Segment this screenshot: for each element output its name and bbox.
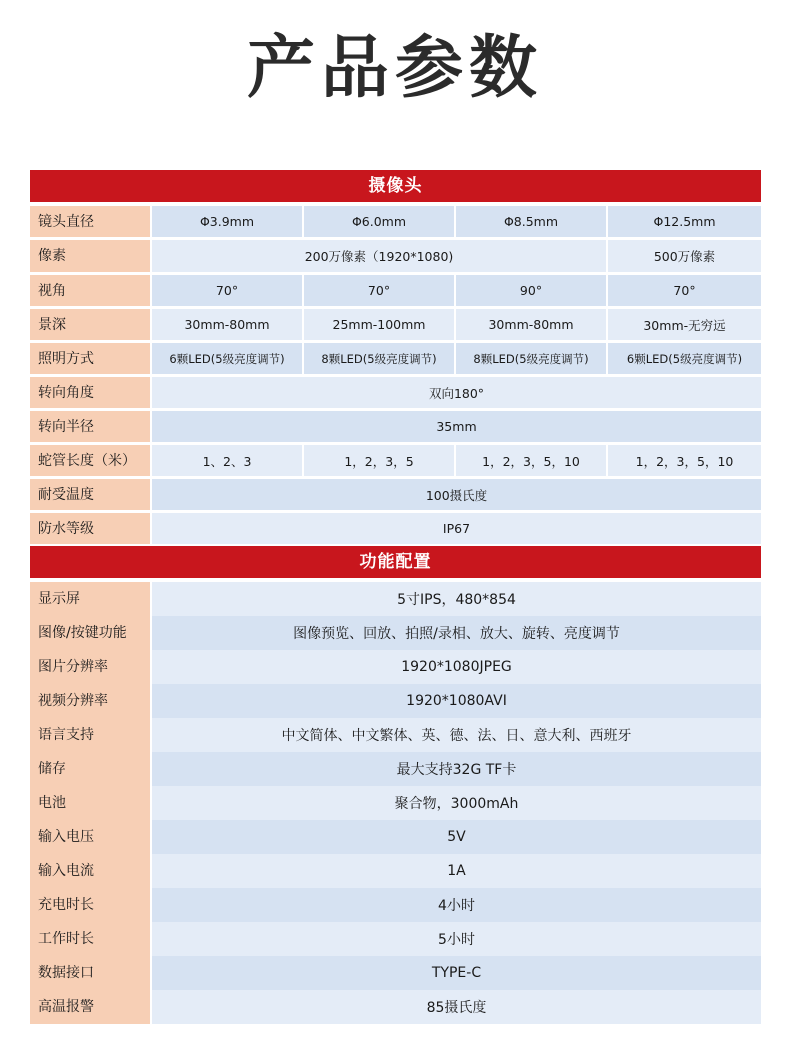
spec-cell: 200万像素（1920*1080) bbox=[152, 240, 606, 272]
row-label: 防水等级 bbox=[30, 513, 150, 544]
spec-cell: 30mm-无穷远 bbox=[608, 309, 761, 340]
row-label: 图片分辨率 bbox=[30, 650, 150, 684]
feature-value: 最大支持32G TF卡 bbox=[152, 752, 761, 786]
row-label: 工作时长 bbox=[30, 922, 150, 956]
feature-value: 85摄氏度 bbox=[152, 990, 761, 1024]
spec-row-temperature bbox=[30, 479, 761, 510]
feature-row bbox=[30, 922, 761, 956]
spec-row-lens-diameter bbox=[30, 206, 761, 237]
spec-row-pixels bbox=[30, 240, 761, 272]
spec-cell: 双向180° bbox=[152, 377, 761, 408]
feature-row bbox=[30, 820, 761, 854]
spec-cell: 70° bbox=[152, 275, 302, 306]
feature-row bbox=[30, 956, 761, 990]
spec-cell: 1、2、3 bbox=[152, 445, 302, 476]
spec-cell: 70° bbox=[304, 275, 454, 306]
spec-cell: 30mm-80mm bbox=[152, 309, 302, 340]
spec-cell: 1，2，3，5，10 bbox=[608, 445, 761, 476]
row-label: 输入电压 bbox=[30, 820, 150, 854]
row-label: 电池 bbox=[30, 786, 150, 820]
feature-row bbox=[30, 582, 761, 616]
feature-row bbox=[30, 786, 761, 820]
feature-row bbox=[30, 752, 761, 786]
spec-row-view-angle bbox=[30, 275, 761, 306]
feature-row bbox=[30, 854, 761, 888]
row-label: 转向半径 bbox=[30, 411, 150, 442]
feature-value: 5寸IPS，480*854 bbox=[152, 582, 761, 616]
row-label: 视频分辨率 bbox=[30, 684, 150, 718]
spec-row-lighting bbox=[30, 343, 761, 374]
row-label: 图像/按键功能 bbox=[30, 616, 150, 650]
spec-cell: 1，2，3，5，10 bbox=[456, 445, 606, 476]
row-label: 蛇管长度（米） bbox=[30, 445, 150, 476]
row-label: 输入电流 bbox=[30, 854, 150, 888]
spec-cell: 25mm-100mm bbox=[304, 309, 454, 340]
row-label: 镜头直径 bbox=[30, 206, 150, 237]
spec-cell: 30mm-80mm bbox=[456, 309, 606, 340]
feature-value: 1920*1080JPEG bbox=[152, 650, 761, 684]
spec-cell: Φ3.9mm bbox=[152, 206, 302, 237]
feature-row bbox=[30, 650, 761, 684]
spec-cell: 1，2，3，5 bbox=[304, 445, 454, 476]
feature-row bbox=[30, 616, 761, 650]
spec-cell: 35mm bbox=[152, 411, 761, 442]
row-label: 照明方式 bbox=[30, 343, 150, 374]
feature-value: 中文简体、中文繁体、英、德、法、日、意大利、西班牙 bbox=[152, 718, 761, 752]
row-label: 景深 bbox=[30, 309, 150, 340]
features-section-header: 功能配置 bbox=[30, 546, 761, 578]
feature-value: 1A bbox=[152, 854, 761, 888]
spec-row-steering-angle bbox=[30, 377, 761, 408]
feature-value: 5小时 bbox=[152, 922, 761, 956]
row-label: 充电时长 bbox=[30, 888, 150, 922]
row-label: 显示屏 bbox=[30, 582, 150, 616]
spec-cell: Φ6.0mm bbox=[304, 206, 454, 237]
spec-cell: 100摄氏度 bbox=[152, 479, 761, 510]
spec-cell: IP67 bbox=[152, 513, 761, 544]
feature-value: 4小时 bbox=[152, 888, 761, 922]
feature-value: 图像预览、回放、拍照/录相、放大、旋转、亮度调节 bbox=[152, 616, 761, 650]
row-label: 视角 bbox=[30, 275, 150, 306]
row-label: 高温报警 bbox=[30, 990, 150, 1024]
spec-row-depth-of-field bbox=[30, 309, 761, 340]
row-label: 像素 bbox=[30, 240, 150, 272]
spec-cell: 500万像素 bbox=[608, 240, 761, 272]
row-label: 转向角度 bbox=[30, 377, 150, 408]
spec-cell: 6颗LED(5级亮度调节) bbox=[608, 343, 761, 374]
feature-value: 聚合物，3000mAh bbox=[152, 786, 761, 820]
spec-cell: 8颗LED(5级亮度调节) bbox=[304, 343, 454, 374]
feature-row bbox=[30, 888, 761, 922]
spec-row-tube-length bbox=[30, 445, 761, 476]
feature-row bbox=[30, 990, 761, 1024]
row-label: 语言支持 bbox=[30, 718, 150, 752]
feature-row bbox=[30, 684, 761, 718]
feature-row bbox=[30, 718, 761, 752]
row-label: 数据接口 bbox=[30, 956, 150, 990]
spec-cell: 6颗LED(5级亮度调节) bbox=[152, 343, 302, 374]
spec-cell: Φ8.5mm bbox=[456, 206, 606, 237]
row-label: 储存 bbox=[30, 752, 150, 786]
camera-section-header: 摄像头 bbox=[30, 170, 761, 202]
feature-value: 1920*1080AVI bbox=[152, 684, 761, 718]
spec-cell: 70° bbox=[608, 275, 761, 306]
spec-row-steering-radius bbox=[30, 411, 761, 442]
feature-value: TYPE-C bbox=[152, 956, 761, 990]
spec-cell: Φ12.5mm bbox=[608, 206, 761, 237]
page-title: 产品参数 bbox=[246, 29, 543, 108]
feature-value: 5V bbox=[152, 820, 761, 854]
spec-cell: 8颗LED(5级亮度调节) bbox=[456, 343, 606, 374]
spec-cell: 90° bbox=[456, 275, 606, 306]
row-label: 耐受温度 bbox=[30, 479, 150, 510]
spec-row-waterproof bbox=[30, 513, 761, 544]
